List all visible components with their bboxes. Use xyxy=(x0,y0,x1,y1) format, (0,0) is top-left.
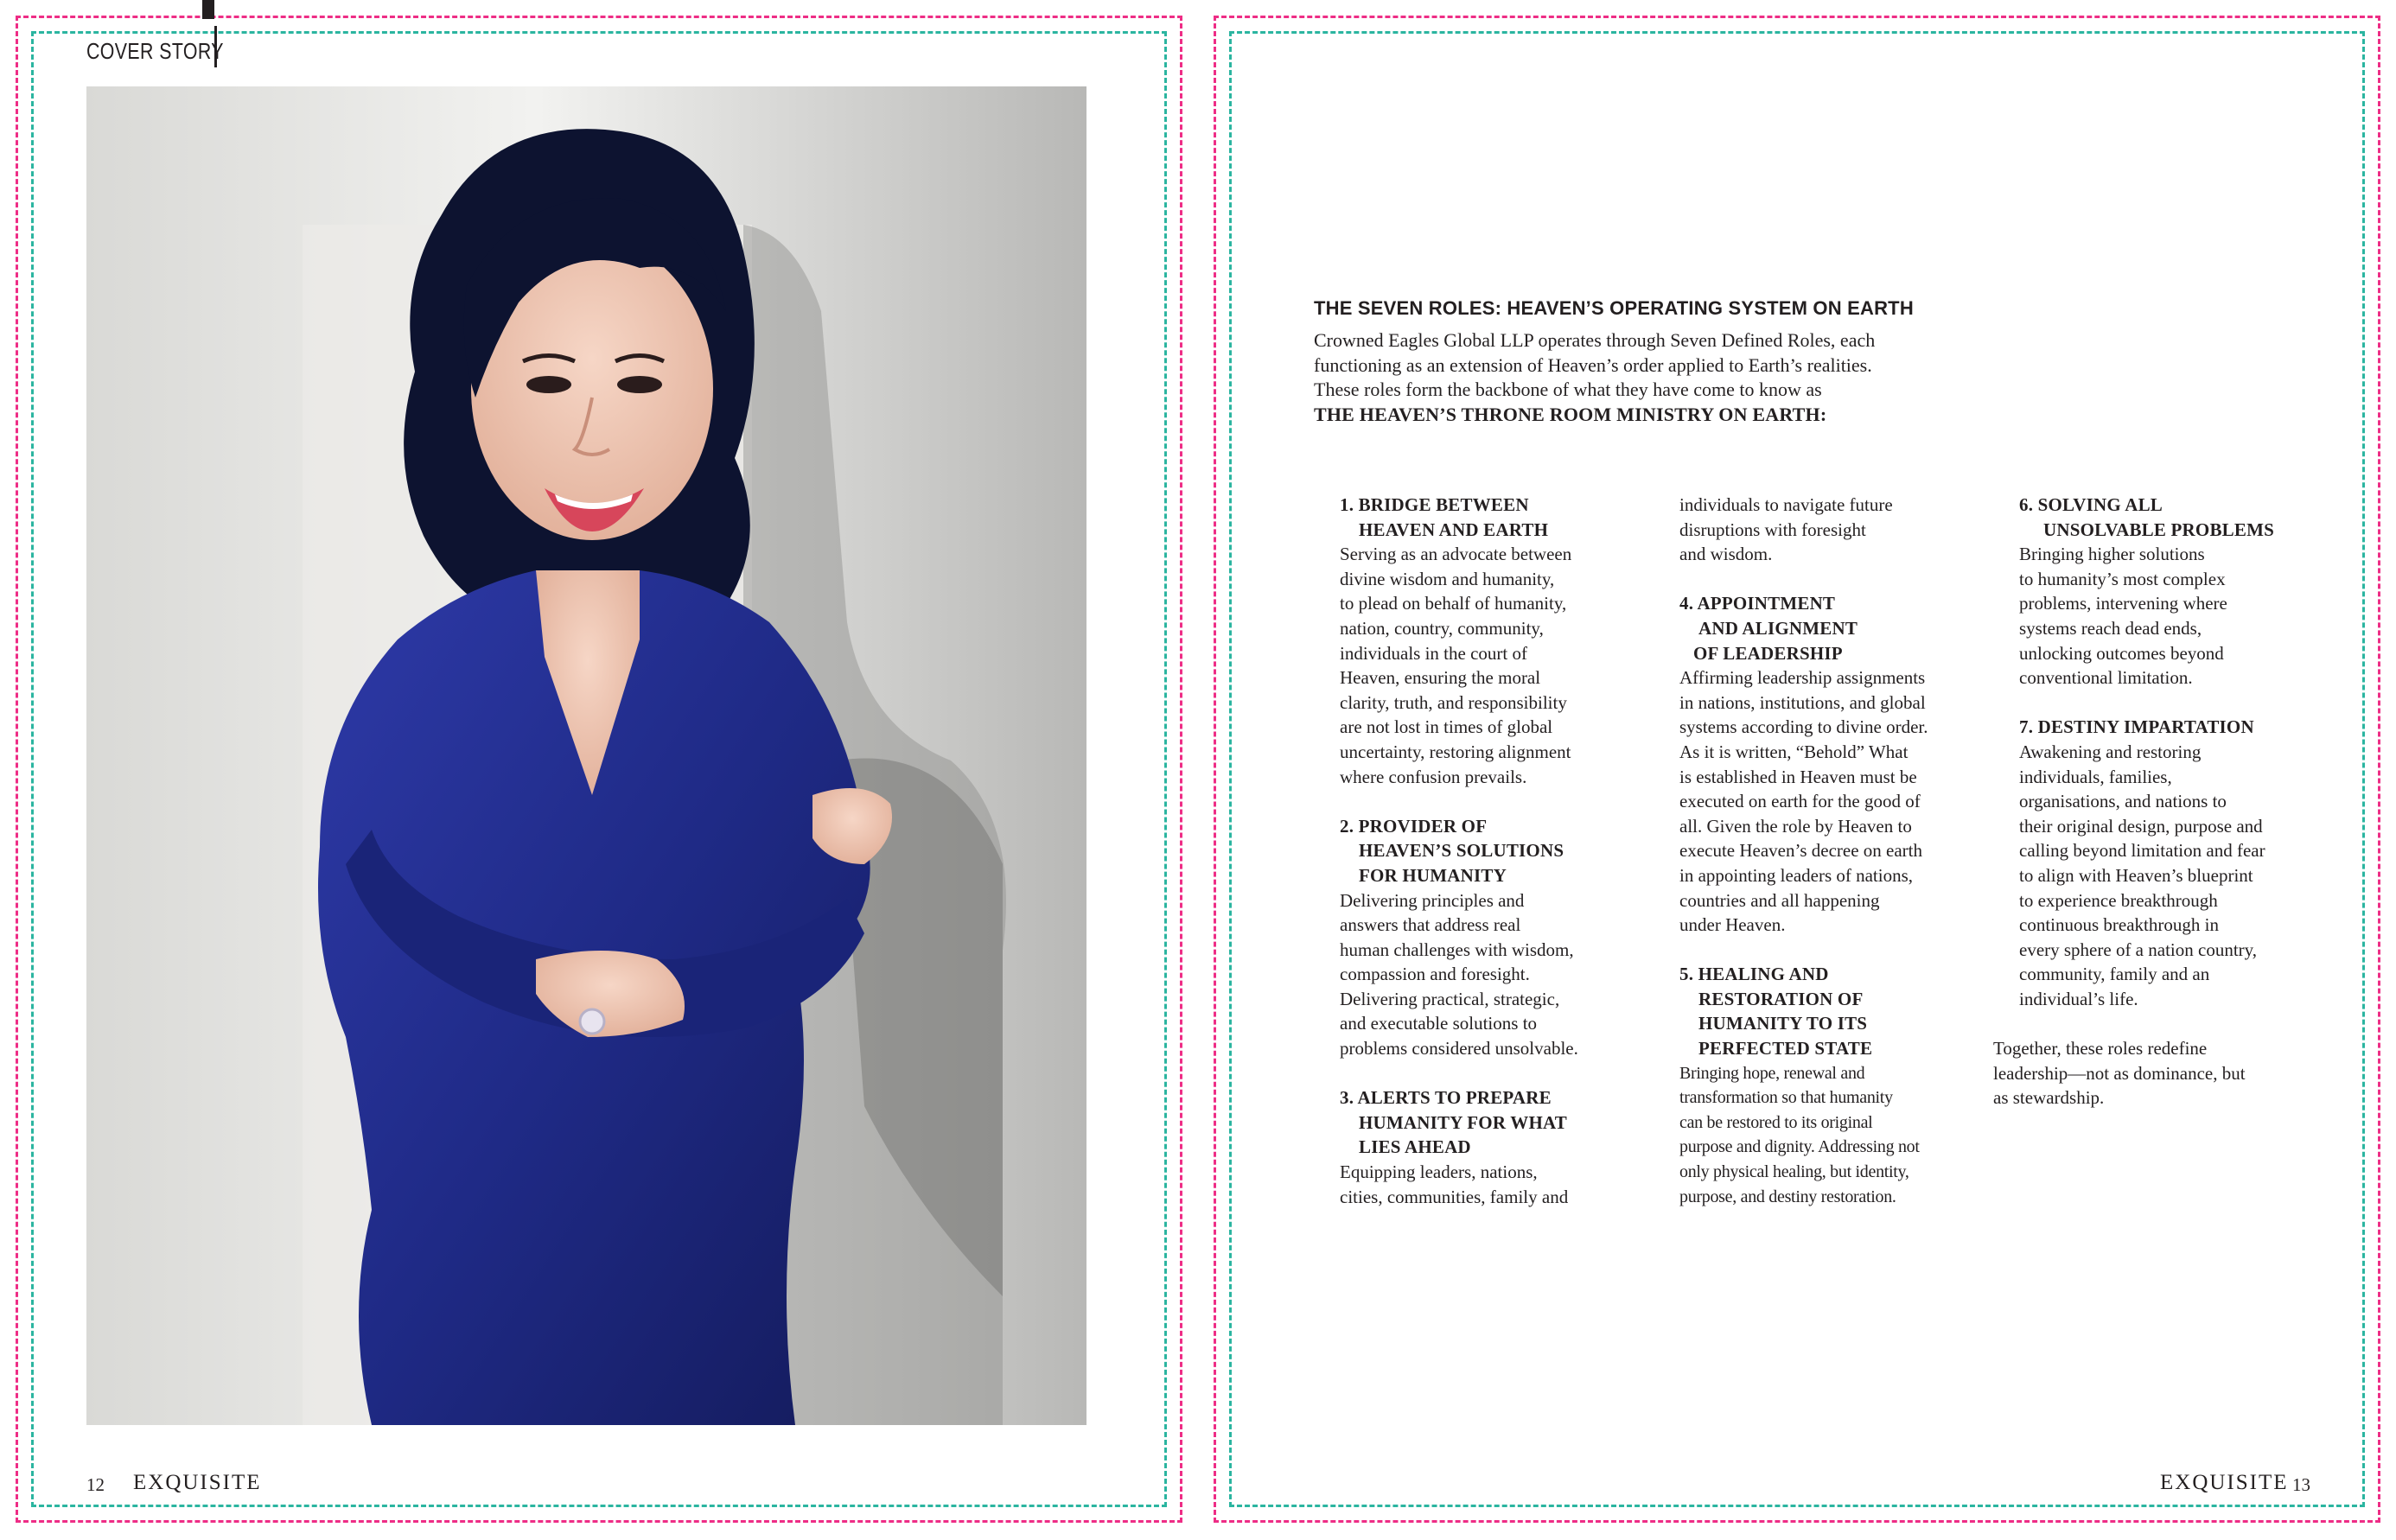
intro-line: These roles form the backbone of what they have come to know as xyxy=(1314,379,1822,401)
role-body-line: purpose and dignity. Addressing not xyxy=(1679,1137,1920,1157)
role-body xyxy=(2019,740,2322,1012)
role-continuation xyxy=(1679,493,1982,567)
role-title-line: UNSOLVABLE PROBLEMS xyxy=(2043,519,2274,540)
magazine-name-left: EXQUISITE xyxy=(133,1471,262,1494)
role-body-line: is established in Heaven must be xyxy=(1679,766,1917,787)
role-body-line: are not lost in times of global xyxy=(1340,716,1553,738)
role-body-line: individuals in the court of xyxy=(1340,642,1527,664)
role-body-line: systems reach dead ends, xyxy=(2019,617,2202,639)
role-body-line: continuous breakthrough in xyxy=(2019,914,2219,936)
role-body-line: executed on earth for the good of xyxy=(1679,791,1921,812)
role-title-line: 4. APPOINTMENT xyxy=(1679,593,1836,614)
role-item xyxy=(2019,715,2322,1011)
role-title-line: AND ALIGNMENT xyxy=(1698,617,1858,639)
role-body-line: Delivering practical, strategic, xyxy=(1340,988,1560,1009)
role-body-line: compassion and foresight. xyxy=(1340,964,1530,985)
role-title xyxy=(1679,962,1982,1060)
role-body xyxy=(1679,493,1982,567)
role-body xyxy=(1679,665,1982,938)
role-body-line: under Heaven. xyxy=(1679,914,1786,936)
role-body-line: can be restored to its original xyxy=(1679,1112,1873,1132)
role-body-line: where confusion prevails. xyxy=(1340,766,1527,787)
role-title-line: LIES AHEAD xyxy=(1359,1136,1471,1158)
role-body-line: only physical healing, but identity, xyxy=(1679,1162,1909,1182)
role-body-line: Awakening and restoring xyxy=(2019,741,2202,762)
role-body-line: problems, intervening where xyxy=(2019,593,2227,614)
role-item xyxy=(1340,814,1642,1061)
role-item xyxy=(2019,493,2322,690)
role-body-line: Equipping leaders, nations, xyxy=(1340,1161,1538,1183)
role-body xyxy=(1340,542,1642,789)
role-body-line: every sphere of a nation country, xyxy=(2019,939,2258,960)
page-number-right: 13 xyxy=(2292,1474,2310,1495)
closing-line: leadership—not as dominance, but xyxy=(1993,1062,2246,1084)
magazine-name-right: EXQUISITE xyxy=(2160,1471,2289,1494)
text-column-3 xyxy=(1993,493,2322,1135)
role-body-line: human challenges with wisdom, xyxy=(1340,939,1574,960)
role-body xyxy=(1679,1061,1982,1210)
role-body-line: to humanity’s most complex xyxy=(2019,568,2226,589)
role-title-line: 6. SOLVING ALL xyxy=(2019,494,2163,515)
role-body-line: disruptions with foresight xyxy=(1679,519,1866,540)
role-body xyxy=(2019,542,2322,690)
closing-paragraph xyxy=(1993,1036,2313,1110)
role-body-line: countries and all happening xyxy=(1679,889,1880,911)
cover-portrait-photo xyxy=(86,86,1086,1425)
role-title-line: HUMANITY TO ITS xyxy=(1698,1013,1868,1034)
role-body-line: Delivering principles and xyxy=(1340,889,1525,911)
portrait-illustration xyxy=(86,86,1086,1425)
role-body-line: their original design, purpose and xyxy=(2019,815,2263,837)
role-body-line: Affirming leadership assignments xyxy=(1679,667,1926,689)
role-title xyxy=(1340,814,1642,888)
role-body-line: uncertainty, restoring alignment xyxy=(1340,741,1571,762)
role-item xyxy=(1340,493,1642,789)
role-title xyxy=(2019,493,2322,542)
role-title xyxy=(1340,493,1642,542)
role-body-line: individuals, families, xyxy=(2019,766,2172,787)
role-body-line: to align with Heaven’s blueprint xyxy=(2019,864,2253,886)
page-number-left: 12 xyxy=(86,1474,105,1495)
role-body-line: divine wisdom and humanity, xyxy=(1340,568,1555,589)
role-title-line: PERFECTED STATE xyxy=(1698,1038,1873,1060)
role-title-line: HEAVEN’S SOLUTIONS xyxy=(1359,840,1564,862)
section-tag: COVER STORY xyxy=(86,38,224,64)
role-item xyxy=(1340,1085,1642,1209)
role-body-line: individual’s life. xyxy=(2019,988,2138,1009)
role-title-line: 5. HEALING AND xyxy=(1679,964,1829,985)
role-title xyxy=(2019,715,2322,740)
role-body-line: transformation so that humanity xyxy=(1679,1088,1893,1108)
role-item xyxy=(1679,591,1982,937)
role-title-line: 2. PROVIDER OF xyxy=(1340,815,1488,837)
intro-emphasis: THE HEAVEN’S THRONE ROOM MINISTRY ON EARTH: xyxy=(1314,403,1827,425)
intro-line: Crowned Eagles Global LLP operates through Seven Defined Roles, each xyxy=(1314,329,1876,351)
role-body-line: organisations, and nations to xyxy=(2019,791,2227,812)
role-title-line: 7. DESTINY IMPARTATION xyxy=(2019,716,2254,738)
article-intro xyxy=(1314,328,1971,427)
role-body-line: purpose, and destiny restoration. xyxy=(1679,1187,1896,1206)
role-body-line: unlocking outcomes beyond xyxy=(2019,642,2224,664)
right-page xyxy=(1198,0,2396,1540)
role-body-line: clarity, truth, and responsibility xyxy=(1340,691,1567,713)
role-body-line: answers that address real xyxy=(1340,914,1521,936)
role-body-line: individuals to navigate future xyxy=(1679,494,1893,515)
text-column-2 xyxy=(1679,493,1982,1234)
closing-line: Together, these roles redefine xyxy=(1993,1038,2208,1060)
role-body-line: and executable solutions to xyxy=(1340,1013,1538,1034)
role-body-line: Serving as an advocate between xyxy=(1340,544,1572,565)
role-title xyxy=(1340,1085,1642,1160)
text-column-1 xyxy=(1340,493,1642,1234)
role-title-line: RESTORATION OF xyxy=(1698,988,1864,1009)
role-item xyxy=(1679,962,1982,1209)
role-body-line: to experience breakthrough xyxy=(2019,889,2218,911)
role-body-line: Bringing higher solutions xyxy=(2019,544,2205,565)
role-title xyxy=(1679,591,1982,665)
role-title-line: 1. BRIDGE BETWEEN xyxy=(1340,494,1529,515)
role-body xyxy=(1340,1160,1642,1209)
role-body-line: systems according to divine order. xyxy=(1679,716,1928,738)
role-body-line: problems considered unsolvable. xyxy=(1340,1038,1578,1060)
role-body-line: Heaven, ensuring the moral xyxy=(1340,667,1541,689)
role-body-line: in nations, institutions, and global xyxy=(1679,691,1926,713)
role-body-line: As it is written, “Behold” What xyxy=(1679,741,1909,762)
role-title-line: HEAVEN AND EARTH xyxy=(1359,519,1549,540)
role-body-line: in appointing leaders of nations, xyxy=(1679,864,1914,886)
closing-line: as stewardship. xyxy=(1993,1087,2105,1109)
role-body xyxy=(1340,888,1642,1061)
role-body-line: and wisdom. xyxy=(1679,544,1773,565)
intro-line: functioning as an extension of Heaven’s order applied to Earth’s realities. xyxy=(1314,353,1872,376)
role-title-line: 3. ALERTS TO PREPARE xyxy=(1340,1087,1552,1109)
role-body-line: cities, communities, family and xyxy=(1340,1186,1569,1207)
role-body-line: calling beyond limitation and fear xyxy=(2019,840,2265,862)
role-title-line: FOR HUMANITY xyxy=(1359,864,1507,886)
role-body-line: conventional limitation. xyxy=(2019,667,2193,689)
article-heading: THE SEVEN ROLES: HEAVEN’S OPERATING SYSTEM ON EARTH xyxy=(1314,297,1914,319)
role-title-line: OF LEADERSHIP xyxy=(1693,642,1843,664)
role-body-line: nation, country, community, xyxy=(1340,617,1544,639)
role-body-line: all. Given the role by Heaven to xyxy=(1679,815,1912,837)
role-title-line: HUMANITY FOR WHAT xyxy=(1359,1111,1568,1133)
role-body-line: Bringing hope, renewal and xyxy=(1679,1063,1865,1083)
role-body-line: execute Heaven’s decree on earth xyxy=(1679,840,1922,862)
section-marker-block xyxy=(202,0,214,19)
role-body-line: community, family and an xyxy=(2019,964,2210,985)
role-body-line: to plead on behalf of humanity, xyxy=(1340,593,1567,614)
